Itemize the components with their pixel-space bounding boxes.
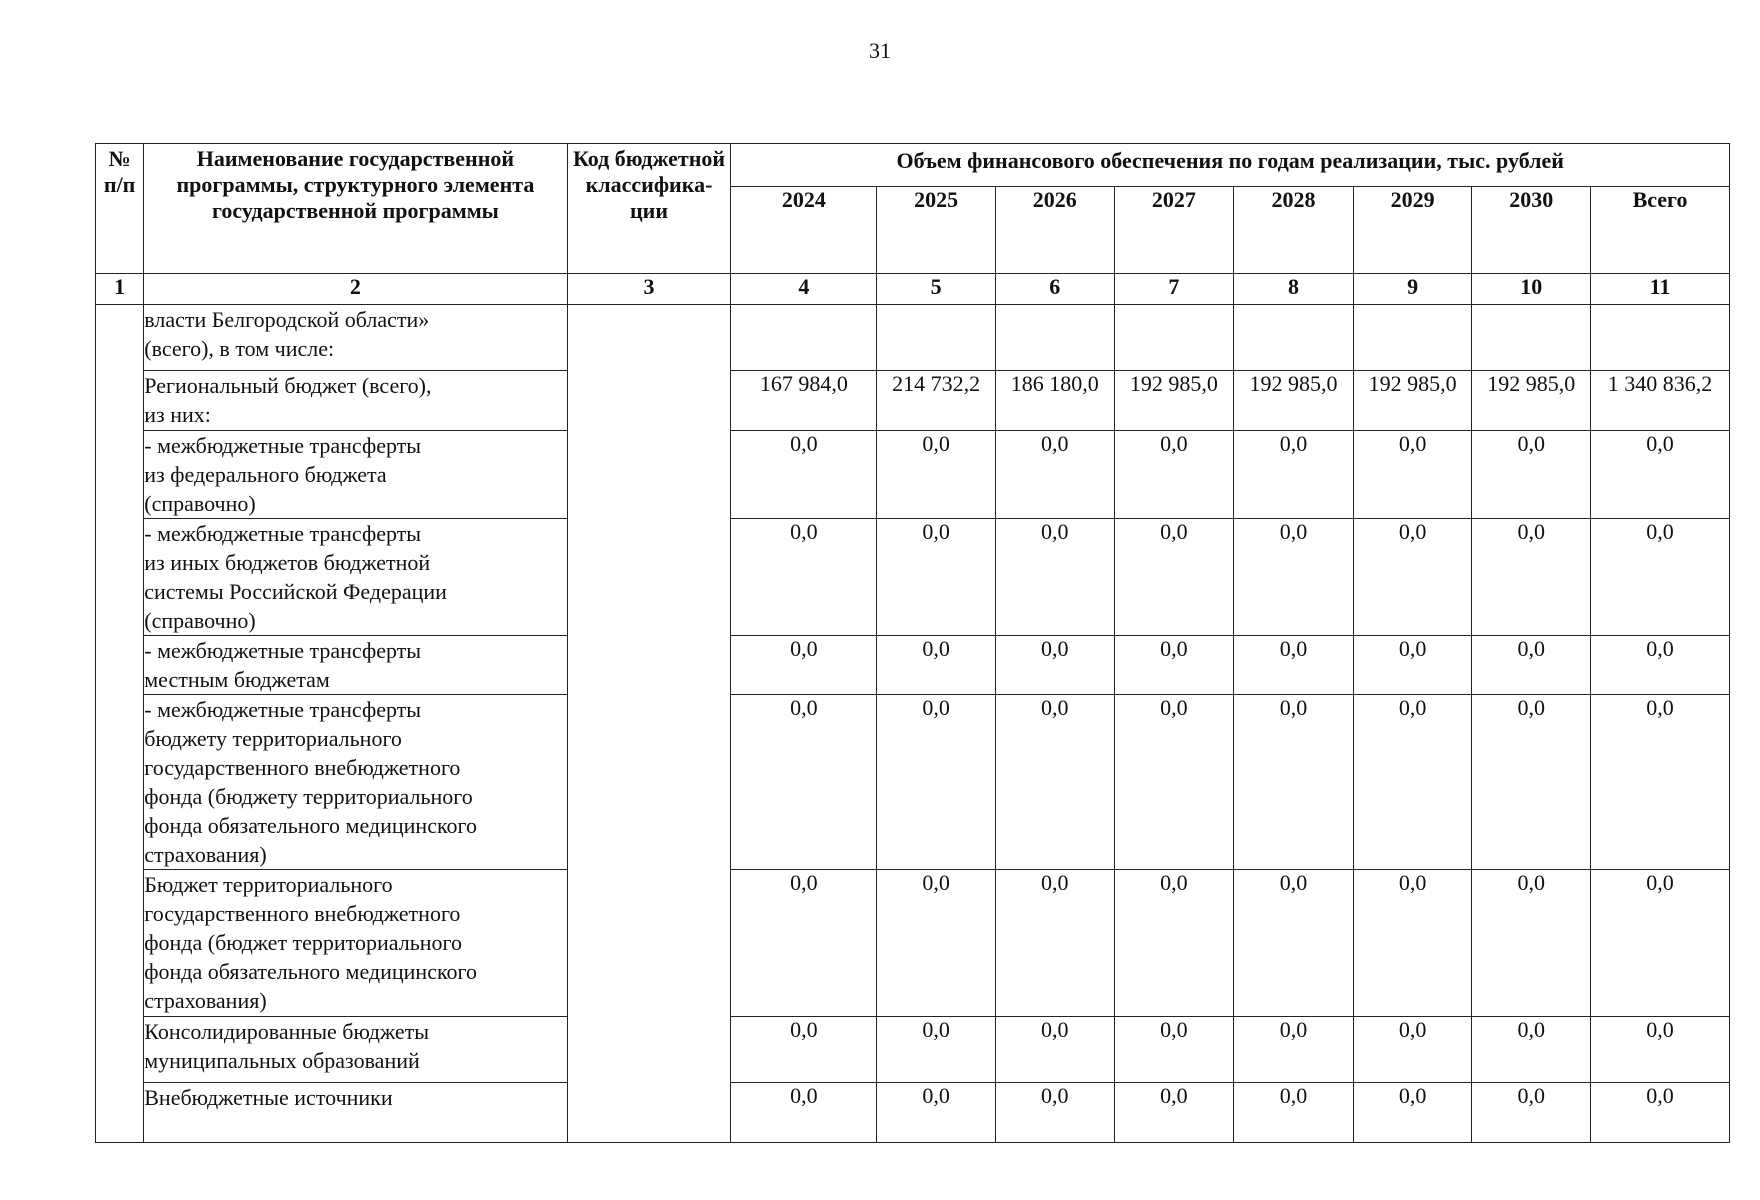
value-cell: 0,0 <box>1591 1017 1730 1083</box>
column-number: 5 <box>877 274 996 305</box>
table-row <box>96 1017 1730 1083</box>
value-cell <box>1234 305 1354 371</box>
value-cell: 1 340 836,2 <box>1591 371 1730 431</box>
value-cell: 0,0 <box>877 431 996 519</box>
value-cell: 0,0 <box>731 1017 877 1083</box>
value-cell: 0,0 <box>1591 870 1730 1017</box>
value-cell: 0,0 <box>1234 431 1354 519</box>
value-cell: 0,0 <box>995 431 1114 519</box>
header-year: 2029 <box>1353 187 1472 274</box>
value-cell: 192 985,0 <box>1353 371 1472 431</box>
column-number: 1 <box>96 274 144 305</box>
value-cell <box>1114 305 1234 371</box>
value-cell: 167 984,0 <box>731 371 877 431</box>
value-cell: 0,0 <box>1472 519 1591 636</box>
value-cell: 0,0 <box>1114 636 1234 695</box>
row-name: Внебюджетные источники <box>144 1083 567 1143</box>
value-cell: 0,0 <box>731 1083 877 1143</box>
value-cell: 0,0 <box>731 870 877 1017</box>
header-volume: Объем финансового обеспечения по годам реализации, тыс. рублей <box>731 144 1730 187</box>
value-cell: 0,0 <box>1591 519 1730 636</box>
value-cell: 0,0 <box>1472 695 1591 870</box>
value-cell: 0,0 <box>1472 1017 1591 1083</box>
column-number: 7 <box>1114 274 1234 305</box>
value-cell: 0,0 <box>1234 695 1354 870</box>
value-cell: 0,0 <box>1591 636 1730 695</box>
header-year: 2027 <box>1114 187 1234 274</box>
value-cell: 0,0 <box>1472 1083 1591 1143</box>
row-name: - межбюджетные трансферты местным бюджетам <box>144 636 567 695</box>
value-cell: 0,0 <box>1234 519 1354 636</box>
value-cell: 0,0 <box>1353 870 1472 1017</box>
value-cell: 0,0 <box>1353 431 1472 519</box>
value-cell: 0,0 <box>995 1083 1114 1143</box>
value-cell: 0,0 <box>995 870 1114 1017</box>
value-cell: 0,0 <box>877 870 996 1017</box>
value-cell: 0,0 <box>1234 1017 1354 1083</box>
value-cell: 0,0 <box>1114 870 1234 1017</box>
table-row <box>96 519 1730 636</box>
value-cell <box>995 305 1114 371</box>
budget-code-cell <box>567 305 731 1143</box>
value-cell: 0,0 <box>1353 695 1472 870</box>
value-cell: 0,0 <box>1472 431 1591 519</box>
column-number: 6 <box>995 274 1114 305</box>
row-name: Бюджет территориального государственного внебюджетного фонда (бюджет территориального фонда обязательного медицинского страхования) <box>144 870 567 1017</box>
column-number: 9 <box>1353 274 1472 305</box>
value-cell: 0,0 <box>1591 695 1730 870</box>
financing-table <box>95 143 1730 1143</box>
value-cell: 0,0 <box>1114 1017 1234 1083</box>
value-cell: 0,0 <box>1353 636 1472 695</box>
header-year: 2030 <box>1472 187 1591 274</box>
value-cell: 0,0 <box>877 695 996 870</box>
value-cell: 0,0 <box>1114 695 1234 870</box>
value-cell <box>1591 305 1730 371</box>
value-cell: 214 732,2 <box>877 371 996 431</box>
column-number: 2 <box>144 274 567 305</box>
value-cell: 0,0 <box>1114 519 1234 636</box>
value-cell: 0,0 <box>1472 870 1591 1017</box>
row-name: Консолидированные бюджеты муниципальных образований <box>144 1017 567 1083</box>
value-cell: 0,0 <box>1234 870 1354 1017</box>
table-row <box>96 371 1730 431</box>
value-cell <box>1353 305 1472 371</box>
header-number: № п/п <box>96 144 144 274</box>
value-cell: 0,0 <box>731 519 877 636</box>
value-cell: 0,0 <box>1114 1083 1234 1143</box>
column-number: 8 <box>1234 274 1354 305</box>
table-row <box>96 636 1730 695</box>
header-year: 2026 <box>995 187 1114 274</box>
table-row <box>96 870 1730 1017</box>
value-cell: 0,0 <box>877 1017 996 1083</box>
value-cell: 192 985,0 <box>1114 371 1234 431</box>
value-cell: 0,0 <box>1353 1083 1472 1143</box>
row-name: Региональный бюджет (всего), из них: <box>144 371 567 431</box>
column-number: 10 <box>1472 274 1591 305</box>
value-cell: 186 180,0 <box>995 371 1114 431</box>
value-cell: 0,0 <box>995 519 1114 636</box>
value-cell: 192 985,0 <box>1472 371 1591 431</box>
row-name: власти Белгородской области» (всего), в том числе: <box>144 305 567 371</box>
value-cell <box>731 305 877 371</box>
row-name: - межбюджетные трансферты из иных бюджетов бюджетной системы Российской Федерации (справочно) <box>144 519 567 636</box>
value-cell: 0,0 <box>1472 636 1591 695</box>
value-cell: 0,0 <box>1234 1083 1354 1143</box>
value-cell: 0,0 <box>731 431 877 519</box>
table-row <box>96 1083 1730 1143</box>
column-number: 3 <box>567 274 731 305</box>
value-cell: 0,0 <box>1114 431 1234 519</box>
header-total: Всего <box>1591 187 1730 274</box>
header-year: 2025 <box>877 187 996 274</box>
value-cell <box>1472 305 1591 371</box>
row-name: - межбюджетные трансферты из федерального бюджета (справочно) <box>144 431 567 519</box>
value-cell: 0,0 <box>1353 1017 1472 1083</box>
header-name: Наименование государственной программы, структурного элемента государственной программы <box>144 144 567 274</box>
column-number: 4 <box>731 274 877 305</box>
value-cell: 0,0 <box>1591 431 1730 519</box>
value-cell: 192 985,0 <box>1234 371 1354 431</box>
value-cell: 0,0 <box>995 1017 1114 1083</box>
value-cell: 0,0 <box>877 636 996 695</box>
value-cell: 0,0 <box>731 636 877 695</box>
value-cell: 0,0 <box>731 695 877 870</box>
row-number-cell <box>96 305 144 1143</box>
row-name: - межбюджетные трансферты бюджету территориального государственного внебюджетного фонда (бюджету территориального фонда обязательного медицинского страхования) <box>144 695 567 870</box>
page-number: 31 <box>869 38 891 63</box>
value-cell: 0,0 <box>995 695 1114 870</box>
value-cell: 0,0 <box>1591 1083 1730 1143</box>
value-cell: 0,0 <box>1234 636 1354 695</box>
table-row <box>96 695 1730 870</box>
column-number: 11 <box>1591 274 1730 305</box>
value-cell <box>877 305 996 371</box>
header-code: Код бюджетной классифика-ции <box>567 144 731 274</box>
header-year: 2024 <box>731 187 877 274</box>
header-year: 2028 <box>1234 187 1354 274</box>
table-row <box>96 305 1730 371</box>
value-cell: 0,0 <box>877 1083 996 1143</box>
value-cell: 0,0 <box>1353 519 1472 636</box>
value-cell: 0,0 <box>995 636 1114 695</box>
value-cell: 0,0 <box>877 519 996 636</box>
table-row <box>96 431 1730 519</box>
